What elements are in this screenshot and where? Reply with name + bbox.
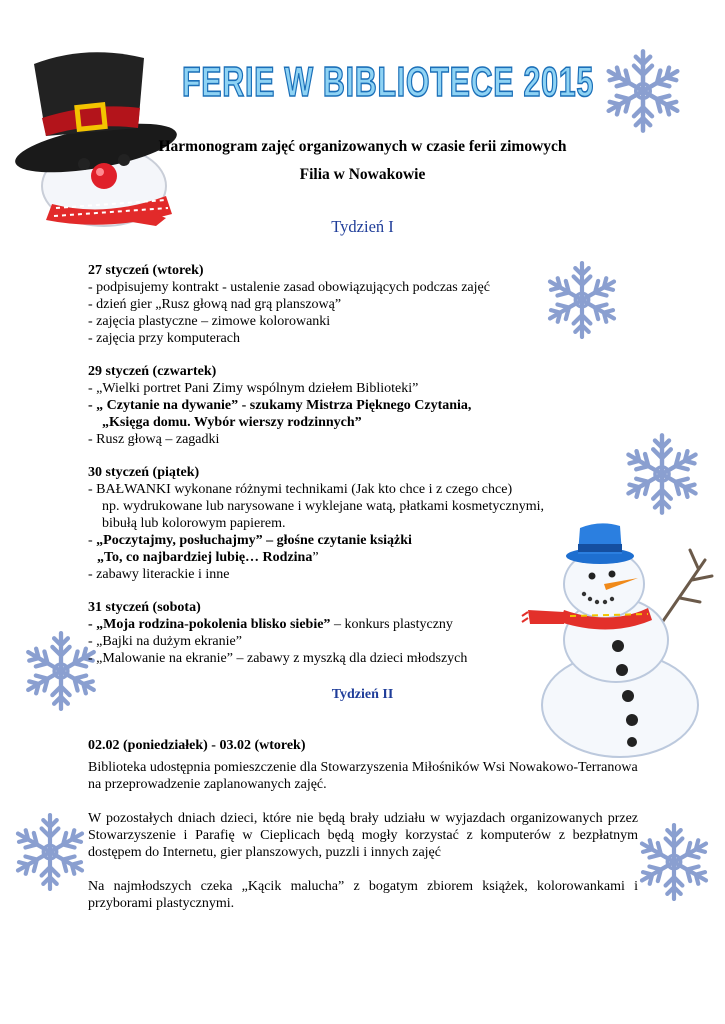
page-title: Harmonogram zajęć organizowanych w czasie ferii zimowych <box>158 138 567 155</box>
snowman-illustration <box>520 520 720 760</box>
day-date: 27 styczeń (wtorek) <box>88 263 204 278</box>
list-item-bold: „To, co najbardziej lubię… Rodzina <box>97 550 313 565</box>
title-banner <box>178 52 598 104</box>
snowflake-icon <box>540 258 624 342</box>
list-item: - „ Czytanie na dywanie” - szukamy Mistrza Pięknego Czytania, <box>88 398 472 413</box>
snowflake-icon <box>618 430 706 518</box>
list-item: - zajęcia przy komputerach <box>88 331 240 346</box>
snowman-head-illustration <box>6 36 186 226</box>
week2-title: Tydzień II <box>331 687 394 702</box>
list-item: - zabawy literackie i inne <box>88 567 230 582</box>
list-item-tail: – konkurs plastyczny <box>330 617 453 632</box>
day-date: 02.02 (poniedziałek) - 03.02 (wtorek) <box>88 738 306 753</box>
list-item: - zajęcia plastyczne – zimowe kolorowanki <box>88 314 331 329</box>
banner-title: FERIE W BIBLIOTECE 2015 <box>182 58 594 105</box>
list-item: np. wydrukowane lub narysowane i wyklejane watą, płatkami kosmetycznymi, <box>102 499 545 514</box>
list-item: „Księga domu. Wybór wierszy rodzinnych” <box>102 415 362 430</box>
list-item: - BAŁWANKI wykonane różnymi technikami (Jak kto chce i z czego chce) <box>88 482 513 497</box>
list-item <box>88 532 412 549</box>
snowflake-icon <box>632 820 716 904</box>
snowflake-icon <box>598 46 688 136</box>
list-item: - „Malowanie na ekranie” – zabawy z myszką dla dzieci młodszych <box>88 651 468 666</box>
list-item <box>97 549 319 566</box>
day-date: 31 styczeń (sobota) <box>88 600 201 615</box>
page-subtitle: Filia w Nowakowie <box>299 166 426 183</box>
list-item-prefix: - <box>88 533 97 548</box>
list-item: bibułą lub kolorowym papierem. <box>102 516 286 531</box>
list-item: - Rusz głową – zagadki <box>88 432 220 447</box>
list-item: - „Wielki portret Pani Zimy wspólnym dziełem Biblioteki” <box>88 381 419 396</box>
list-item-tail: ” <box>312 550 319 565</box>
day-date: 29 styczeń (czwartek) <box>88 364 217 379</box>
snowflake-icon <box>8 810 92 894</box>
paragraph: Na najmłodszych czeka „Kącik malucha” z bogatym zbiorem książek, kolorowankami i przyborami plastycznymi. <box>88 879 638 911</box>
list-item: - dzień gier „Rusz głową nad grą planszową” <box>88 297 342 312</box>
list-item: - podpisujemy kontrakt - ustalenie zasad obowiązujących podczas zajęć <box>88 280 490 295</box>
paragraph: Biblioteka udostępnia pomieszczenie dla Stowarzyszenia Miłośników Wsi Nowakowo-Terranowa na przeprowadzenie zaplanowanych zajęć. <box>88 760 638 792</box>
paragraph: W pozostałych dniach dzieci, które nie będą brały udziału w wyjazdach organizowanych przez Stowarzyszenie i Parafię w Cieplicach będą mogły korzystać z komputerów z bezpłatnym dostępem do Internetu, gier planszowych, puzzli i innych zajęć <box>88 811 638 860</box>
list-item-bold: „Poczytajmy, posłuchajmy” – głośne czytanie książki <box>96 533 412 548</box>
list-item-bold: - „Moja rodzina-pokolenia blisko siebie” <box>88 617 331 632</box>
day-date: 30 styczeń (piątek) <box>88 465 200 480</box>
week1-title: Tydzień I <box>331 217 394 236</box>
list-item <box>88 616 453 633</box>
list-item: - „Bajki na dużym ekranie” <box>88 634 242 649</box>
